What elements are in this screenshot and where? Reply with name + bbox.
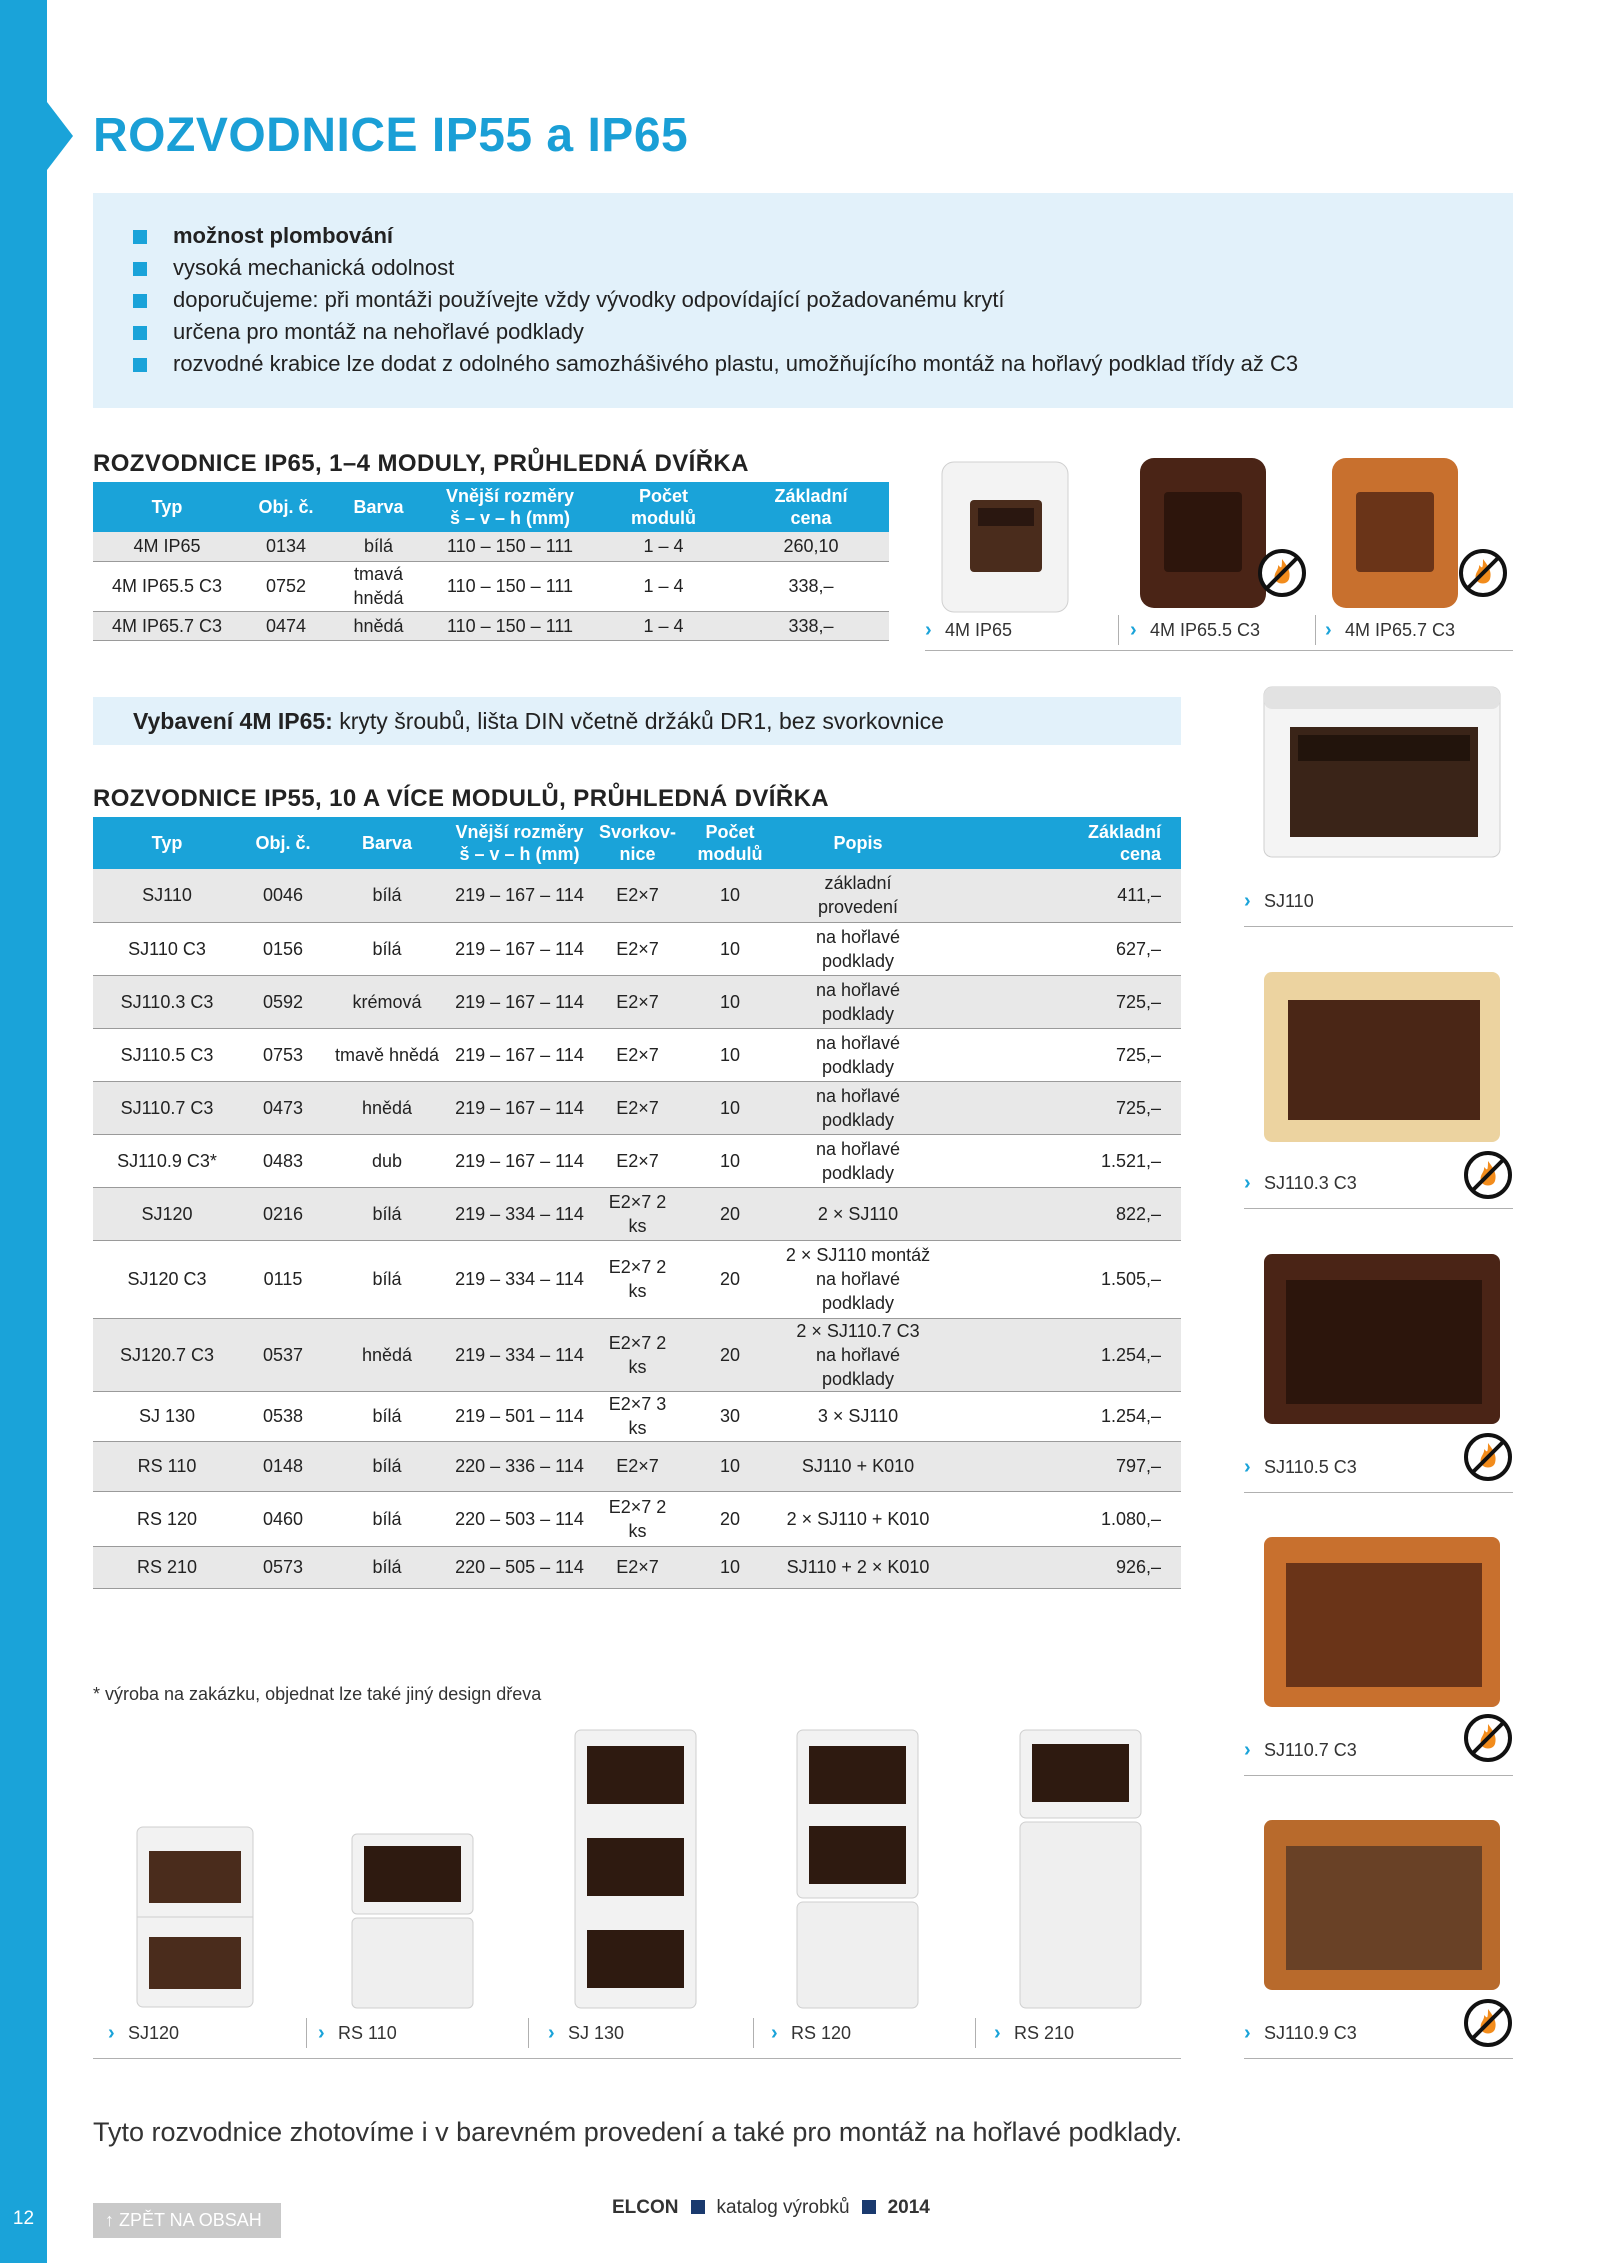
cell: 0134	[241, 532, 331, 561]
chevron-right-icon: ›	[318, 2022, 325, 2044]
cell: 4M IP65	[93, 532, 241, 561]
col-header: Svorkov- nice	[590, 817, 685, 869]
cell: 0752	[241, 561, 331, 611]
cell: 0537	[241, 1318, 325, 1391]
cell: 1 – 4	[594, 561, 733, 611]
cell: 0115	[241, 1240, 325, 1318]
caption-sj110-5-c3: › SJ110.5 C3	[1244, 1452, 1357, 1482]
cell: bílá	[325, 922, 449, 975]
feature-item: doporučujeme: při montáži používejte vždy vývodky odpovídající požadovanému krytí	[133, 284, 1473, 316]
table-row	[93, 532, 889, 561]
flame-warning-icon	[1463, 1432, 1513, 1482]
caption-rs110: › RS 110	[318, 2018, 397, 2048]
chevron-right-icon: ›	[1244, 1739, 1251, 1761]
cell: E2×7	[590, 975, 685, 1028]
cell: 10	[685, 869, 775, 922]
cell: 10	[685, 1546, 775, 1588]
cell: 338,–	[733, 611, 889, 640]
chevron-right-icon: ›	[108, 2022, 115, 2044]
cell: tmavě hnědá	[325, 1028, 449, 1081]
col-header: Obj. č.	[241, 817, 325, 869]
cell: krémová	[325, 975, 449, 1028]
product-image-4m-ip65-5-c3	[1138, 456, 1268, 611]
product-image-sj130	[573, 1728, 698, 2010]
col-header: Vnější rozměry š – v – h (mm)	[449, 817, 590, 869]
caption-divider	[753, 2018, 754, 2048]
cell: 822,–	[941, 1187, 1181, 1240]
features-box	[93, 193, 1513, 408]
col-header: Obj. č.	[241, 482, 331, 532]
cell: SJ120 C3	[93, 1240, 241, 1318]
product-image-sj110-7-c3	[1262, 1535, 1502, 1710]
caption-divider	[975, 2018, 976, 2048]
feature-item: vysoká mechanická odolnost	[133, 252, 1473, 284]
cell: SJ110.5 C3	[93, 1028, 241, 1081]
flame-warning-icon	[1463, 1150, 1513, 1200]
cell: 725,–	[941, 975, 1181, 1028]
cell: hnědá	[325, 1081, 449, 1134]
cell: 219 – 167 – 114	[449, 869, 590, 922]
cell: 219 – 334 – 114	[449, 1240, 590, 1318]
cell: 20	[685, 1318, 775, 1391]
cell: 4M IP65.5 C3	[93, 561, 241, 611]
chevron-right-icon: ›	[925, 619, 932, 641]
flame-warning-icon	[1463, 1713, 1513, 1763]
equipment-note-label: Vybavení 4M IP65:	[133, 708, 333, 734]
section1-table	[93, 482, 889, 641]
col-header: Základní cena	[733, 482, 889, 532]
product-image-sj110-9-c3	[1262, 1818, 1502, 1993]
caption-sj110-3-c3: › SJ110.3 C3	[1244, 1168, 1357, 1198]
chevron-right-icon: ›	[1325, 619, 1332, 641]
cell: bílá	[325, 1391, 449, 1441]
cell: SJ110.7 C3	[93, 1081, 241, 1134]
product-image-rs210	[1018, 1728, 1143, 2010]
cell: 4M IP65.7 C3	[93, 611, 241, 640]
feature-item: možnost plombování	[133, 220, 1473, 252]
product-image-rs120	[795, 1728, 920, 2010]
cell: E2×7 2 ks	[590, 1318, 685, 1391]
caption-sj110-9-c3: › SJ110.9 C3	[1244, 2018, 1357, 2048]
cell: E2×7	[590, 1546, 685, 1588]
flame-warning-icon	[1458, 548, 1508, 598]
cell: 0473	[241, 1081, 325, 1134]
cell: 0460	[241, 1491, 325, 1546]
table-row	[93, 1081, 1181, 1134]
cell: 10	[685, 1441, 775, 1491]
cell: 0592	[241, 975, 325, 1028]
chevron-right-icon: ›	[771, 2022, 778, 2044]
chevron-right-icon: ›	[1244, 1172, 1251, 1194]
cell: 219 – 167 – 114	[449, 922, 590, 975]
cell: 219 – 334 – 114	[449, 1187, 590, 1240]
cell: 20	[685, 1491, 775, 1546]
table-row	[93, 1028, 1181, 1081]
cell: 0483	[241, 1134, 325, 1187]
cell: 1.521,–	[941, 1134, 1181, 1187]
table-header	[93, 482, 889, 532]
chevron-right-icon: ›	[1130, 619, 1137, 641]
table-row	[93, 1318, 1181, 1391]
cell: 0216	[241, 1187, 325, 1240]
caption-divider	[1118, 615, 1119, 645]
chevron-right-icon: ›	[1244, 1456, 1251, 1478]
cell: 219 – 501 – 114	[449, 1391, 590, 1441]
section2-table	[93, 817, 1181, 1589]
cell: 220 – 336 – 114	[449, 1441, 590, 1491]
cell: E2×7 2 ks	[590, 1187, 685, 1240]
table-row	[93, 1187, 1181, 1240]
cell: 10	[685, 922, 775, 975]
cell: SJ110 + 2 × K010	[775, 1546, 941, 1588]
cell: 0573	[241, 1546, 325, 1588]
caption-divider	[306, 2018, 307, 2048]
square-separator-icon	[862, 2200, 876, 2214]
cell: dub	[325, 1134, 449, 1187]
cell: 1.505,–	[941, 1240, 1181, 1318]
cell: 0538	[241, 1391, 325, 1441]
table-row	[93, 975, 1181, 1028]
cell: E2×7 2 ks	[590, 1240, 685, 1318]
cell: RS 110	[93, 1441, 241, 1491]
cell: 0474	[241, 611, 331, 640]
caption-4m-ip65: › 4M IP65	[925, 615, 1012, 645]
cell: 1.080,–	[941, 1491, 1181, 1546]
feature-item: určena pro montáž na nehořlavé podklady	[133, 316, 1473, 348]
table-header	[93, 817, 1181, 869]
cell: 2 × SJ110	[775, 1187, 941, 1240]
equipment-note	[93, 697, 1181, 745]
cell: na hořlavé podklady	[775, 975, 941, 1028]
caption-sj110-7-c3: › SJ110.7 C3	[1244, 1735, 1357, 1765]
col-header: Vnější rozměry š – v – h (mm)	[426, 482, 594, 532]
cell: SJ 130	[93, 1391, 241, 1441]
cell: 926,–	[941, 1546, 1181, 1588]
caption-underline	[1244, 1208, 1513, 1209]
cell: SJ110.9 C3*	[93, 1134, 241, 1187]
cell: 0156	[241, 922, 325, 975]
cell: bílá	[325, 1441, 449, 1491]
cell: 110 – 150 – 111	[426, 561, 594, 611]
footer-brand	[612, 2197, 930, 2219]
cell: E2×7	[590, 1134, 685, 1187]
cell: na hořlavé podklady	[775, 1081, 941, 1134]
chevron-right-icon: ›	[1244, 890, 1251, 912]
col-header: Barva	[325, 817, 449, 869]
table-row	[93, 1491, 1181, 1546]
features-list	[133, 220, 1473, 380]
cell: 10	[685, 1028, 775, 1081]
cell: 2 × SJ110.7 C3 na hořlavé podklady	[775, 1318, 941, 1391]
cell: 10	[685, 975, 775, 1028]
caption-sj130: › SJ 130	[548, 2018, 624, 2048]
cell: 110 – 150 – 111	[426, 532, 594, 561]
product-image-sj120	[135, 1825, 255, 2010]
cell: 725,–	[941, 1028, 1181, 1081]
table-row	[93, 1240, 1181, 1318]
title-arrow-icon	[47, 102, 73, 170]
cell: 797,–	[941, 1441, 1181, 1491]
col-header: Typ	[93, 482, 241, 532]
table-row	[93, 1546, 1181, 1588]
cell: E2×7 3 ks	[590, 1391, 685, 1441]
cell: RS 210	[93, 1546, 241, 1588]
catalog-year: 2014	[887, 2197, 930, 2218]
cell: 219 – 167 – 114	[449, 1028, 590, 1081]
cell: tmavá hnědá	[331, 561, 426, 611]
catalog-label: katalog výrobků	[716, 2197, 850, 2218]
product-image-rs110	[350, 1832, 475, 2010]
cell: hnědá	[325, 1318, 449, 1391]
cell: 411,–	[941, 869, 1181, 922]
cell: 0753	[241, 1028, 325, 1081]
page-number: 12	[12, 2208, 35, 2229]
cell: 10	[685, 1134, 775, 1187]
cell: 219 – 167 – 114	[449, 1081, 590, 1134]
footnote: * výroba na zakázku, objednat lze také jiný design dřeva	[93, 1684, 542, 1704]
cell: E2×7	[590, 1081, 685, 1134]
flame-warning-icon	[1463, 1998, 1513, 2048]
table-row	[93, 1441, 1181, 1491]
section2-title: ROZVODNICE IP55, 10 A VÍCE MODULŮ, PRŮHLEDNÁ DVÍŘKA	[93, 785, 830, 812]
col-header: Počet modulů	[685, 817, 775, 869]
cell: 10	[685, 1081, 775, 1134]
cell: 2 × SJ110 montáž na hořlavé podklady	[775, 1240, 941, 1318]
cell: E2×7	[590, 1441, 685, 1491]
chevron-right-icon: ›	[548, 2022, 555, 2044]
flame-warning-icon	[1257, 548, 1307, 598]
cell: 1 – 4	[594, 611, 733, 640]
caption-4m-ip65-5-c3: › 4M IP65.5 C3	[1130, 615, 1260, 645]
cell: E2×7 2 ks	[590, 1491, 685, 1546]
caption-underline	[93, 2058, 1181, 2059]
col-header: Barva	[331, 482, 426, 532]
cell: na hořlavé podklady	[775, 922, 941, 975]
product-image-4m-ip65-7-c3	[1330, 456, 1460, 611]
caption-divider	[528, 2018, 529, 2048]
caption-sj110: › SJ110	[1244, 886, 1314, 916]
cell: SJ120	[93, 1187, 241, 1240]
caption-underline	[925, 650, 1513, 651]
caption-divider	[1315, 615, 1316, 645]
cell: 2 × SJ110 + K010	[775, 1491, 941, 1546]
table-row	[93, 611, 889, 640]
equipment-note-text: kryty šroubů, lišta DIN včetně držáků DR1, bez svorkovnice	[332, 708, 944, 734]
caption-underline	[1244, 1775, 1513, 1776]
section1-title: ROZVODNICE IP65, 1–4 MODULY, PRŮHLEDNÁ DVÍŘKA	[93, 450, 749, 477]
cell: SJ110 C3	[93, 922, 241, 975]
caption-sj120: › SJ120	[108, 2018, 179, 2048]
col-header: Počet modulů	[594, 482, 733, 532]
cell: 1 – 4	[594, 532, 733, 561]
cell: 219 – 167 – 114	[449, 1134, 590, 1187]
cell: 3 × SJ110	[775, 1391, 941, 1441]
cell: RS 120	[93, 1491, 241, 1546]
cell: 219 – 167 – 114	[449, 975, 590, 1028]
cell: 260,10	[733, 532, 889, 561]
cell: 1.254,–	[941, 1318, 1181, 1391]
cell: na hořlavé podklady	[775, 1134, 941, 1187]
cell: E2×7	[590, 869, 685, 922]
cell: 220 – 503 – 114	[449, 1491, 590, 1546]
caption-4m-ip65-7-c3: › 4M IP65.7 C3	[1325, 615, 1455, 645]
cell: 1.254,–	[941, 1391, 1181, 1441]
chevron-right-icon: ›	[994, 2022, 1001, 2044]
table-row	[93, 869, 1181, 922]
table-row	[93, 1391, 1181, 1441]
cell: 725,–	[941, 1081, 1181, 1134]
square-separator-icon	[691, 2200, 705, 2214]
product-image-sj110-5-c3	[1262, 1252, 1502, 1427]
cell: 0046	[241, 869, 325, 922]
col-header: Popis	[775, 817, 941, 869]
cell: 20	[685, 1187, 775, 1240]
feature-item: rozvodné krabice lze dodat z odolného samozhášivého plastu, umožňujícího montáž na hořlavý podklad třídy až C3	[133, 348, 1473, 380]
cell: 0148	[241, 1441, 325, 1491]
caption-underline	[1244, 1492, 1513, 1493]
cell: 627,–	[941, 922, 1181, 975]
caption-rs210: › RS 210	[994, 2018, 1074, 2048]
cell: SJ110	[93, 869, 241, 922]
caption-underline	[1244, 2058, 1513, 2059]
cell: 110 – 150 – 111	[426, 611, 594, 640]
bottom-text: Tyto rozvodnice zhotovíme i v barevném provedení a také pro montáž na hořlavé podklady.	[93, 2117, 1183, 2147]
cell: základní provedení	[775, 869, 941, 922]
cell: SJ110.3 C3	[93, 975, 241, 1028]
col-header: Typ	[93, 817, 241, 869]
caption-rs120: › RS 120	[771, 2018, 851, 2048]
cell: 20	[685, 1240, 775, 1318]
product-image-sj110-3-c3	[1262, 970, 1502, 1145]
cell: E2×7	[590, 1028, 685, 1081]
brand-name: ELCON	[612, 2197, 679, 2218]
cell: bílá	[325, 1240, 449, 1318]
cell: bílá	[325, 869, 449, 922]
table-row	[93, 561, 889, 611]
cell: 220 – 505 – 114	[449, 1546, 590, 1588]
cell: 338,–	[733, 561, 889, 611]
chevron-right-icon: ›	[1244, 2022, 1251, 2044]
cell: bílá	[325, 1546, 449, 1588]
cell: bílá	[325, 1491, 449, 1546]
page-title: ROZVODNICE IP55 a IP65	[93, 109, 689, 162]
side-bar	[0, 0, 47, 2263]
col-header: Základní cena	[941, 817, 1181, 869]
product-image-4m-ip65	[940, 460, 1070, 615]
back-to-contents-link[interactable]: ↑ ZPĚT NA OBSAH	[93, 2203, 281, 2238]
table-row	[93, 1134, 1181, 1187]
product-image-sj110	[1262, 685, 1502, 860]
table-row	[93, 922, 1181, 975]
cell: 30	[685, 1391, 775, 1441]
cell: E2×7	[590, 922, 685, 975]
cell: bílá	[325, 1187, 449, 1240]
cell: SJ110 + K010	[775, 1441, 941, 1491]
cell: 219 – 334 – 114	[449, 1318, 590, 1391]
cell: SJ120.7 C3	[93, 1318, 241, 1391]
cell: hnědá	[331, 611, 426, 640]
cell: na hořlavé podklady	[775, 1028, 941, 1081]
cell: bílá	[331, 532, 426, 561]
caption-underline	[1244, 926, 1513, 927]
